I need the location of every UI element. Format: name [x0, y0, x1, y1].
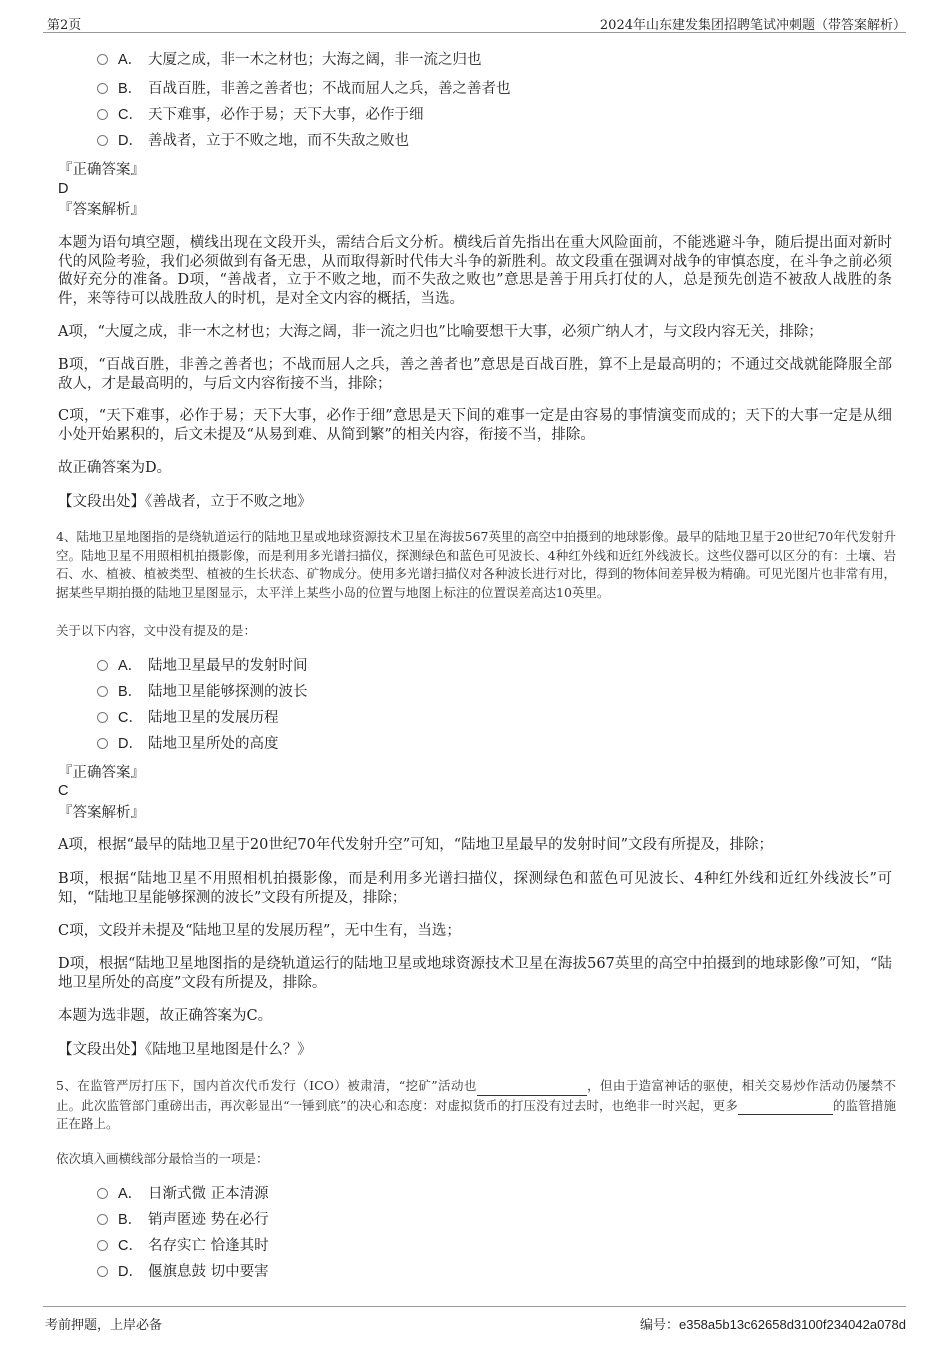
q4-analysis-3: C项，文段并未提及“陆地卫星的发展历程”，无中生有，当选；: [58, 923, 461, 939]
page-header: [43, 12, 906, 33]
radio-icon[interactable]: [97, 686, 108, 697]
radio-icon[interactable]: [97, 135, 108, 146]
q4-analysis-2: B项，根据“陆地卫星不用照相机拍摄影像，而是利用多光谱扫描仪，探测绿色和蓝色可见波长、4种红外线和近红外线波长”可知，“陆地卫星能够探测的波长”文段有所提及，排除；: [58, 871, 892, 906]
radio-icon[interactable]: [97, 83, 108, 94]
q4-stem: 4、陆地卫星地图指的是绕轨道运行的陆地卫星或地球资源技术卫星在海拔567英里的高空中拍摄到的地球影像。最早的陆地卫星于20世纪70年代发射升空。陆地卫星不用照相机拍摄影像，而是利用多光谱扫描仪，探测绿色和蓝色可见波长、4种红外线和近红外线波长。这些仪器可以区分的有：土壤、岩石、水、植被、植被类型、植被的生长状态、矿物成分。使用多光谱扫描仪对各种波长进行对比，得到的物体间差异极为精确。可见光图片也非常有用，据某些早期拍摄的陆地卫星图显示，太平洋上某些小岛的位置与地图上标注的位置误差高达10英里。: [56, 529, 896, 600]
q3-option-b[interactable]: B． 百战百胜，非善之善者也；不战而屈人之兵，善之善者也: [97, 79, 511, 99]
q3-analysis-4: C项，“天下难事，必作于易；天下大事，必作于细”意思是天下间的难事一定是由容易的事情演变而成的；天下的大事一定是从细小处开始累积的，后文未提及“从易到难、从简到繁”的相关内容，衔接不当，排除。: [58, 408, 892, 443]
q3-option-d[interactable]: D． 善战者，立于不败之地，而不失敌之败也: [97, 131, 409, 151]
radio-icon[interactable]: [97, 1266, 108, 1277]
q3-analysis-5: 故正确答案为D。: [58, 460, 172, 476]
q4-analysis-5: 本题为选非题，故正确答案为C。: [58, 1008, 273, 1024]
q4-option-a[interactable]: A． 陆地卫星最早的发射时间: [97, 656, 308, 676]
q3-analysis-2: A项，“大厦之成，非一木之材也；大海之阔，非一流之归也”比喻要想干大事，必须广纳人才，与文段内容无关，排除；: [58, 324, 823, 340]
radio-icon[interactable]: [97, 54, 108, 65]
q4-answer: C: [58, 783, 69, 799]
q3-analysis-label: 『答案解析』: [58, 202, 145, 218]
q4-option-d[interactable]: D． 陆地卫星所处的高度: [97, 734, 279, 754]
q3-answer: D: [58, 181, 69, 197]
q3-source: 【文段出处】《善战者，立于不败之地》: [58, 494, 312, 510]
q4-option-c[interactable]: C． 陆地卫星的发展历程: [97, 708, 279, 728]
q3-analysis-1: 本题为语句填空题，横线出现在文段开头，需结合后文分析。横线后首先指出在重大风险面前，不能逃避斗争，随后提出面对新时代的风险考验，我们必须做到有备无患，从而取得新时代伟大斗争的新胜利。故文段重在强调对战争的审慎态度，在斗争之前必须做好充分的准备。D项，“善战者，立于不败之地，而不失敌之败也”意思是善于用兵打仗的人，总是预先创造不被敌人战胜的条件，来等待可以战胜敌人的时机，是对全文内容的概括，当选。: [58, 235, 892, 307]
document-title: 2024年山东建发集团招聘笔试冲刺题（带答案解析）: [599, 18, 906, 33]
footer-slogan: 考前押题，上岸必备: [45, 1318, 163, 1333]
radio-icon[interactable]: [97, 738, 108, 749]
radio-icon[interactable]: [97, 660, 108, 671]
q5-option-c[interactable]: C． 名存实亡 恰逢其时: [97, 1236, 269, 1256]
q5-stem: 5、在监管严厉打压下，国内首次代币发行（ICO）被肃清，“挖矿”活动也 ，但由于造富神话的驱使，相关交易炒作活动仍屡禁不止。此次监管部门重磅出击，再次彰显出“一锤到底”的决心和态度：对虚拟货币的打压没有过去时，也绝非一时兴起，更多 的监管措施正在路上。: [56, 1078, 896, 1131]
q3-option-a[interactable]: A． 大厦之成，非一木之材也；大海之阔，非一流之归也: [97, 50, 482, 70]
fill-blank-2: [738, 1096, 833, 1116]
radio-icon[interactable]: [97, 1240, 108, 1251]
q5-option-d[interactable]: D． 偃旗息鼓 切中要害: [97, 1262, 269, 1282]
radio-icon[interactable]: [97, 109, 108, 120]
radio-icon[interactable]: [97, 1188, 108, 1199]
q5-option-a[interactable]: A． 日渐式微 正本清源: [97, 1184, 269, 1204]
q4-analysis-1: A项，根据“最早的陆地卫星于20世纪70年代发射升空”可知，“陆地卫星最早的发射时间”文段有所提及，排除；: [58, 837, 774, 853]
q4-analysis-label: 『答案解析』: [58, 805, 145, 821]
q5-option-b[interactable]: B． 销声匿迹 势在必行: [97, 1210, 269, 1230]
q4-option-b[interactable]: B． 陆地卫星能够探测的波长: [97, 682, 308, 702]
radio-icon[interactable]: [97, 1214, 108, 1225]
q4-analysis-4: D项，根据“陆地卫星地图指的是绕轨道运行的陆地卫星或地球资源技术卫星在海拔567英里的高空中拍摄到的地球影像”可知，“陆地卫星所处的高度”文段有所提及，排除。: [58, 956, 892, 991]
q5-question: 依次填入画横线部分最恰当的一项是：: [56, 1151, 269, 1166]
page-footer: [43, 1306, 906, 1333]
q3-option-c[interactable]: C． 天下难事，必作于易；天下大事，必作于细: [97, 105, 424, 125]
q4-source: 【文段出处】《陆地卫星地图是什么？》: [58, 1042, 312, 1058]
document-code: 编号：e358a5b13c62658d3100f234042a078d: [639, 1317, 906, 1333]
q4-answer-label: 『正确答案』: [58, 765, 145, 781]
q3-answer-label: 『正确答案』: [58, 162, 145, 178]
q4-question: 关于以下内容，文中没有提及的是：: [56, 623, 257, 638]
radio-icon[interactable]: [97, 712, 108, 723]
fill-blank-1: [477, 1076, 587, 1096]
page-number: 第2页: [47, 18, 82, 33]
q3-analysis-3: B项，“百战百胜，非善之善者也；不战而屈人之兵，善之善者也”意思是百战百胜，算不上是最高明的；不通过交战就能降服全部敌人，才是最高明的，与后文内容衔接不当，排除；: [58, 357, 892, 392]
